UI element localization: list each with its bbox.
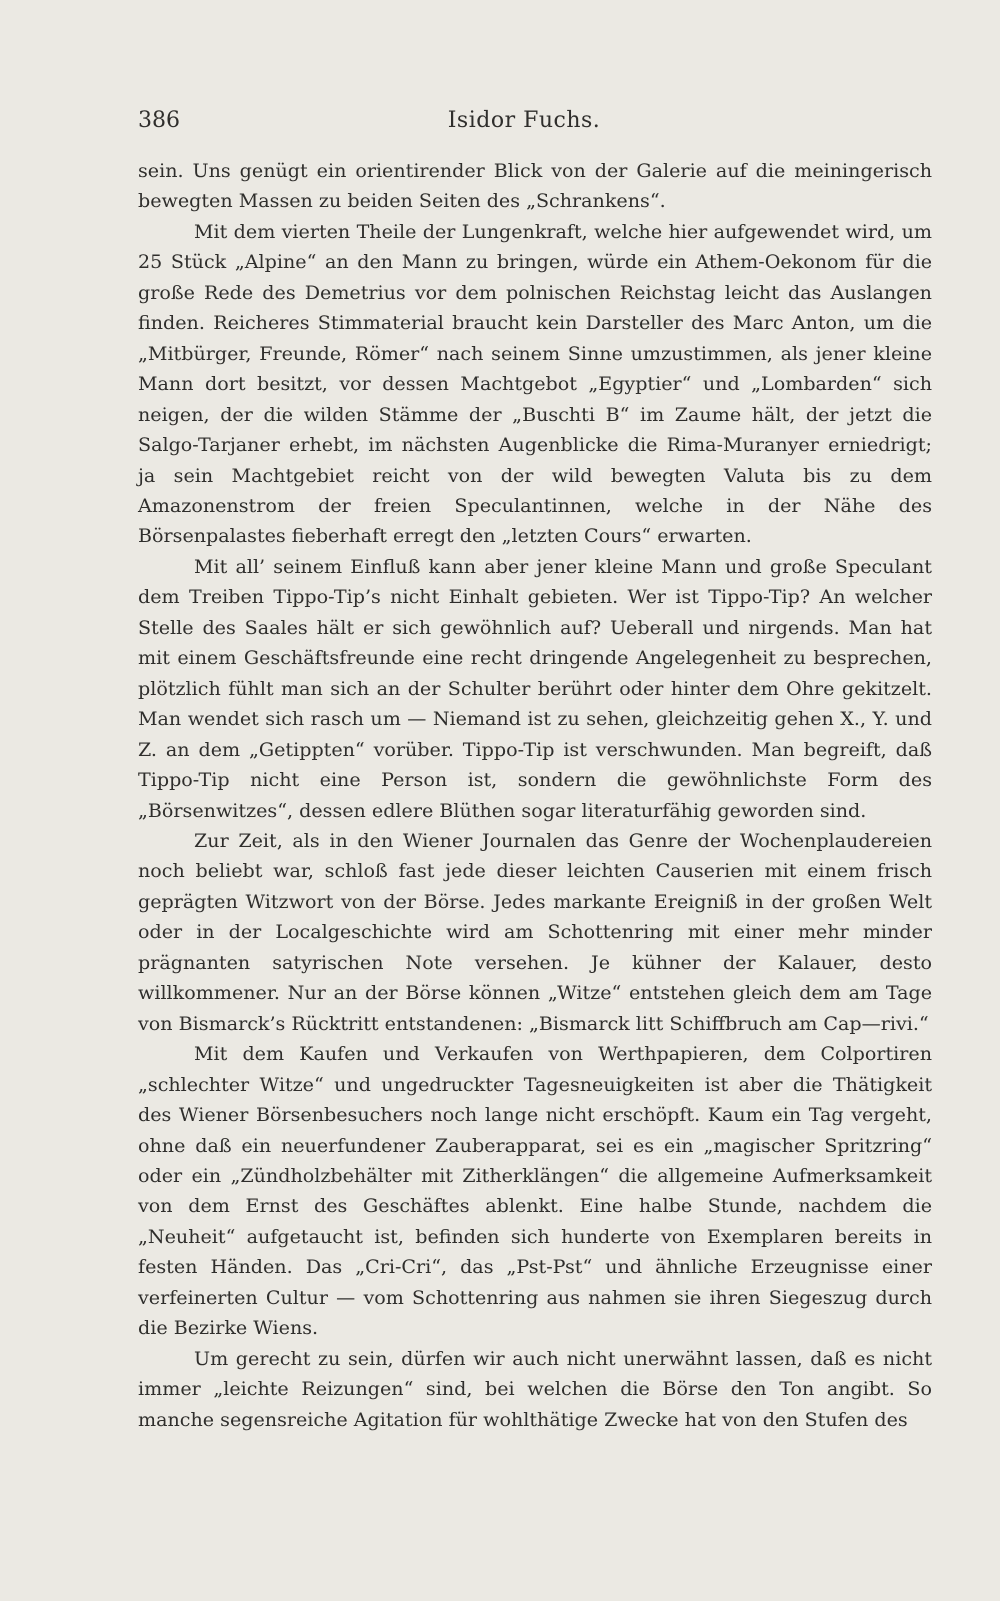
paragraph: Mit dem Kaufen und Verkaufen von Werthpapieren, dem Colportiren „schlechter Witze“ und ungedruckter Tagesneuigkeiten ist aber die Thätigkeit des Wiener Börsenbesuchers noch lange nicht erschöpft. Kaum ein Tag vergeht, ohne daß ein neuerfundener Zauberapparat, sei es ein „magischer Spritzring“ oder ein „Zündholzbehälter mit Zitherklängen“ die allgemeine Aufmerksamkeit von dem Ernst des Geschäftes ablenkt. Eine halbe Stunde, nachdem die „Neuheit“ aufgetaucht ist, befinden sich hunderte von Exemplaren bereits in festen Händen. Das „Cri-Cri“, das „Pst-Pst“ und ähnliche Erzeugnisse einer verfeinerten Cultur — vom Schottenring aus nahmen sie ihren Siegeszug durch die Bezirke Wiens.: [138, 1042, 932, 1340]
paragraph: Zur Zeit, als in den Wiener Journalen das Genre der Wochenplaudereien noch beliebt war, schloß fast jede dieser leichten Causerien mit einem frisch geprägten Witzwort von der Börse. Jedes markante Ereigniß in der großen Welt oder in der Localgeschichte wird am Schottenring mit einer mehr minder prägnanten satyrischen Note versehen. Je kühner der Kalauer, desto willkommener. Nur an der Börse können „Witze“ entstehen gleich dem am Tage von Bismarck’s Rücktritt entstandenen: „Bismarck litt Schiffbruch am Cap—rivi.“: [138, 828, 932, 1035]
running-head: Isidor Fuchs.: [447, 108, 601, 133]
body-text: [138, 156, 932, 1435]
paragraph: Mit dem vierten Theile der Lungenkraft, welche hier aufgewendet wird, um 25 Stück „Alpine“ an den Mann zu bringen, würde ein Athem-Oekonom für die große Rede des Demetrius vor dem polnischen Reichstag leicht das Auslangen finden. Reicheres Stimmaterial braucht kein Darsteller des Marc Anton, um die „Mitbürger, Freunde, Römer“ nach seinem Sinne umzustimmen, als jener kleine Mann dort besitzt, vor dessen Machtgebot „Egyptier“ und „Lombarden“ sich neigen, der die wilden Stämme der „Buschti B“ im Zaume hält, der jetzt die Salgo-Tarjaner erhebt, im nächsten Augenblicke die Rima-Muranyer erniedrigt; ja sein Machtgebiet reicht von der wild bewegten Valuta bis zu dem Amazonenstrom der freien Speculantinnen, welche in der Nähe des Börsenpalastes fieberhaft erregt den „letzten Cours“ erwarten.: [138, 219, 932, 548]
paragraph: Um gerecht zu sein, dürfen wir auch nicht unerwähnt lassen, daß es nicht immer „leichte Reizungen“ sind, bei welchen die Börse den Ton angibt. So manche segensreiche Agitation für wohlthätige Zwecke hat von den Stufen des: [138, 1346, 932, 1431]
page-number: 386: [138, 108, 180, 133]
paragraph: Mit all’ seinem Einfluß kann aber jener kleine Mann und große Speculant dem Treiben Tippo-Tip’s nicht Einhalt gebieten. Wer ist Tippo-Tip? An welcher Stelle des Saales hält er sich gewöhnlich auf? Ueberall und nirgends. Man hat mit einem Geschäftsfreunde eine recht dringende Angelegenheit zu besprechen, plötzlich fühlt man sich an der Schulter berührt oder hinter dem Ohre gekitzelt. Man wendet sich rasch um — Niemand ist zu sehen, gleichzeitig gehen X., Y. und Z. an dem „Getippten“ vorüber. Tippo-Tip ist verschwunden. Man begreift, daß Tippo-Tip nicht eine Person ist, sondern die gewöhnlichste Form des „Börsenwitzes“, dessen edlere Blüthen sogar literaturfähig geworden sind.: [138, 554, 932, 822]
page-header: [138, 100, 910, 140]
paragraph: sein. Uns genügt ein orientirender Blick von der Galerie auf die meiningerisch bewegten Massen zu beiden Seiten des „Schrankens“.: [138, 159, 932, 213]
